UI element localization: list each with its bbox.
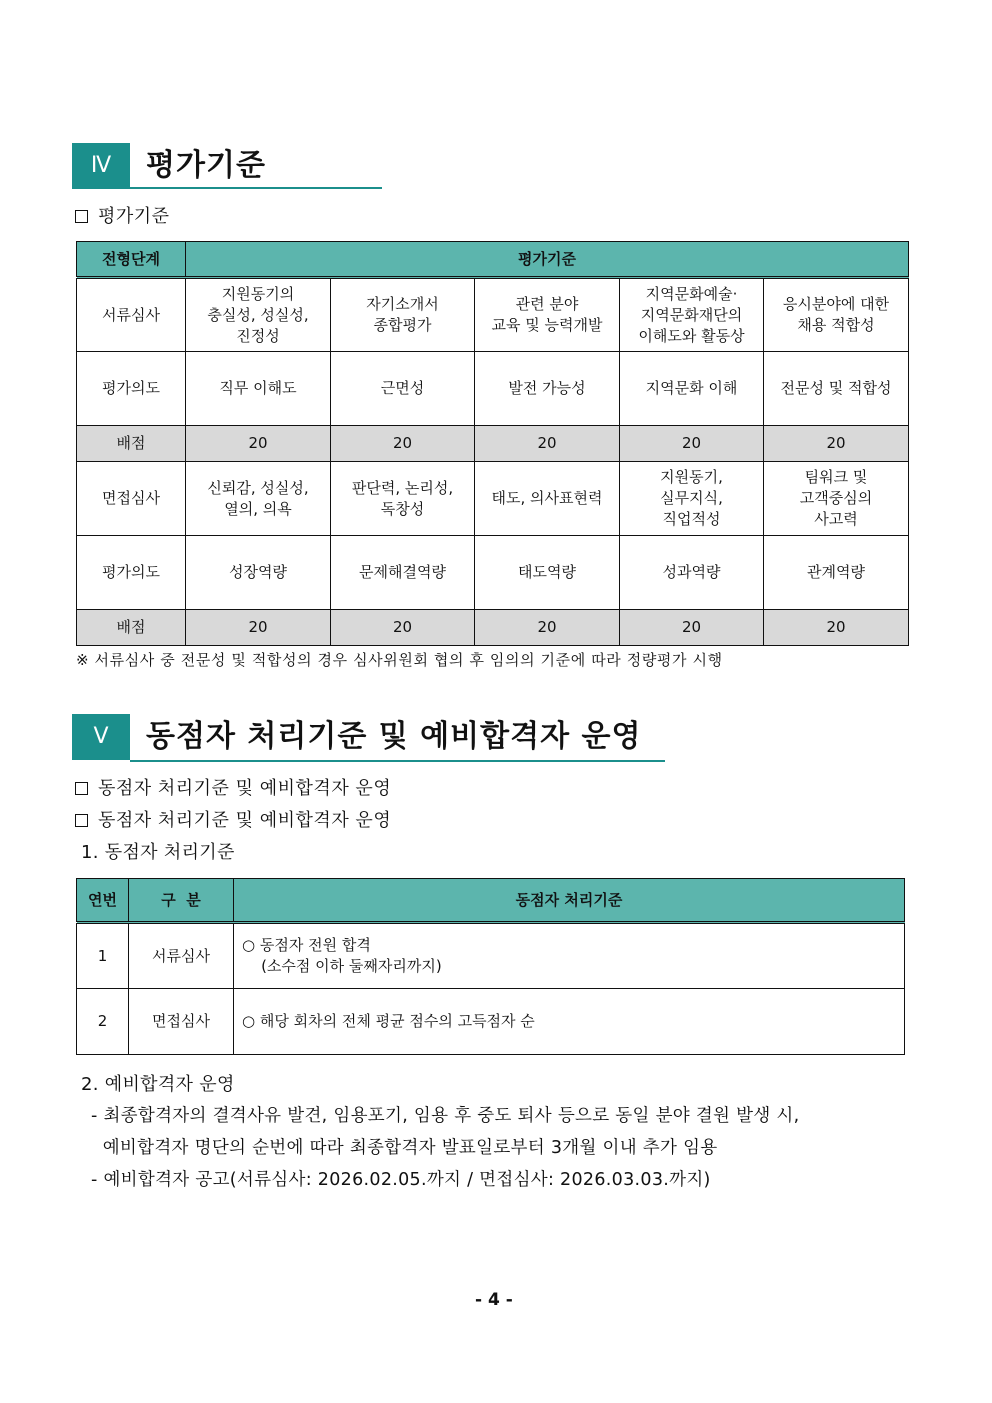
score-cell: 20 [186, 426, 331, 462]
criteria-cell: 자기소개서 종합평가 [331, 278, 475, 352]
intent-cell: 태도역량 [475, 536, 620, 610]
header-criteria: 평가기준 [186, 242, 909, 278]
section-number-badge [72, 143, 130, 189]
bullet-line: - 최종합격자의 결격사유 발견, 임용포기, 임용 후 중도 퇴사 등으로 동일 분야 결원 발생 시, [91, 1106, 800, 1126]
bullet-line: 예비합격자 명단의 순번에 따라 최종합격자 발표일로부터 3개월 이내 추가 임용 [91, 1138, 718, 1158]
square-bullet-icon [75, 210, 88, 223]
criteria-cell: 관련 분야 교육 및 능력개발 [475, 278, 620, 352]
square-bullet-icon [75, 814, 88, 827]
criteria-cell: 신뢰감, 성실성, 열의, 의욕 [186, 462, 331, 536]
stage-cell: 배점 [77, 426, 186, 462]
heading-label: 동점자 처리기준 및 예비합격자 운영 [98, 778, 392, 799]
intent-cell: 전문성 및 적합성 [764, 352, 909, 426]
row-number: 2 [77, 989, 129, 1055]
criteria-cell: 지원동기의 충실성, 성실성, 진정성 [186, 278, 331, 352]
score-cell: 20 [331, 610, 475, 646]
intent-cell: 문제해결역량 [331, 536, 475, 610]
intent-cell: 발전 가능성 [475, 352, 620, 426]
tie-break-table [76, 878, 905, 1055]
score-cell: 20 [620, 610, 764, 646]
heading-label: 동점자 처리기준 및 예비합격자 운영 [98, 810, 392, 831]
row-number: 1 [77, 923, 129, 989]
score-cell: 20 [475, 426, 620, 462]
intent-cell: 성장역량 [186, 536, 331, 610]
heading-label: 평가기준 [98, 206, 170, 227]
row-rule: ○ 해당 회차의 전체 평균 점수의 고득점자 순 [234, 989, 905, 1055]
criteria-cell: 응시분야에 대한 채용 적합성 [764, 278, 909, 352]
bullet-line: - 예비합격자 공고(서류심사: 2026.02.05.까지 / 면접심사: 2026.03.03.까지) [91, 1170, 711, 1190]
row-type: 면접심사 [129, 989, 234, 1055]
section-title: 평가기준 [146, 148, 266, 183]
criteria-cell: 판단력, 논리성, 독창성 [331, 462, 475, 536]
stage-cell: 평가의도 [77, 536, 186, 610]
intent-cell: 직무 이해도 [186, 352, 331, 426]
criteria-cell: 팀워크 및 고객중심의 사고력 [764, 462, 909, 536]
row-type: 서류심사 [129, 923, 234, 989]
intent-cell: 근면성 [331, 352, 475, 426]
section-number: Ⅴ [93, 724, 109, 749]
score-cell: 20 [186, 610, 331, 646]
header-type: 구 분 [129, 879, 234, 923]
section-title: 동점자 처리기준 및 예비합격자 운영 [146, 719, 642, 754]
header-number: 연번 [77, 879, 129, 923]
criteria-cell: 태도, 의사표현력 [475, 462, 620, 536]
checkbox-heading [75, 774, 391, 800]
score-cell: 20 [475, 610, 620, 646]
stage-cell: 배점 [77, 610, 186, 646]
page-number: - 4 - [475, 1290, 513, 1310]
criteria-cell: 지역문화예술· 지역문화재단의 이해도와 활동상 [620, 278, 764, 352]
criteria-cell: 지원동기, 실무지식, 직업적성 [620, 462, 764, 536]
section-number: Ⅳ [90, 153, 112, 178]
intent-cell: 성과역량 [620, 536, 764, 610]
stage-cell: 평가의도 [77, 352, 186, 426]
stage-cell: 면접심사 [77, 462, 186, 536]
evaluation-criteria-table [76, 241, 909, 646]
table-footnote: ※ 서류심사 중 전문성 및 적합성의 경우 심사위원회 협의 후 임의의 기준에 따라 정량평가 시행 [76, 651, 723, 669]
row-rule: ○ 동점자 전원 합격 (소수점 이하 둘째자리까지) [234, 923, 905, 989]
score-cell: 20 [764, 610, 909, 646]
score-cell: 20 [331, 426, 475, 462]
score-cell: 20 [620, 426, 764, 462]
intent-cell: 관계역량 [764, 536, 909, 610]
stage-cell: 서류심사 [77, 278, 186, 352]
header-rule: 동점자 처리기준 [234, 879, 905, 923]
checkbox-heading [75, 806, 391, 832]
subheading: 2. 예비합격자 운영 [81, 1074, 235, 1095]
header-stage: 전형단계 [77, 242, 186, 278]
square-bullet-icon [75, 782, 88, 795]
section-underline [130, 760, 665, 762]
checkbox-heading [75, 202, 170, 228]
section-number-badge [72, 714, 130, 760]
intent-cell: 지역문화 이해 [620, 352, 764, 426]
score-cell: 20 [764, 426, 909, 462]
section-underline [130, 187, 382, 189]
subheading: 1. 동점자 처리기준 [81, 842, 235, 863]
